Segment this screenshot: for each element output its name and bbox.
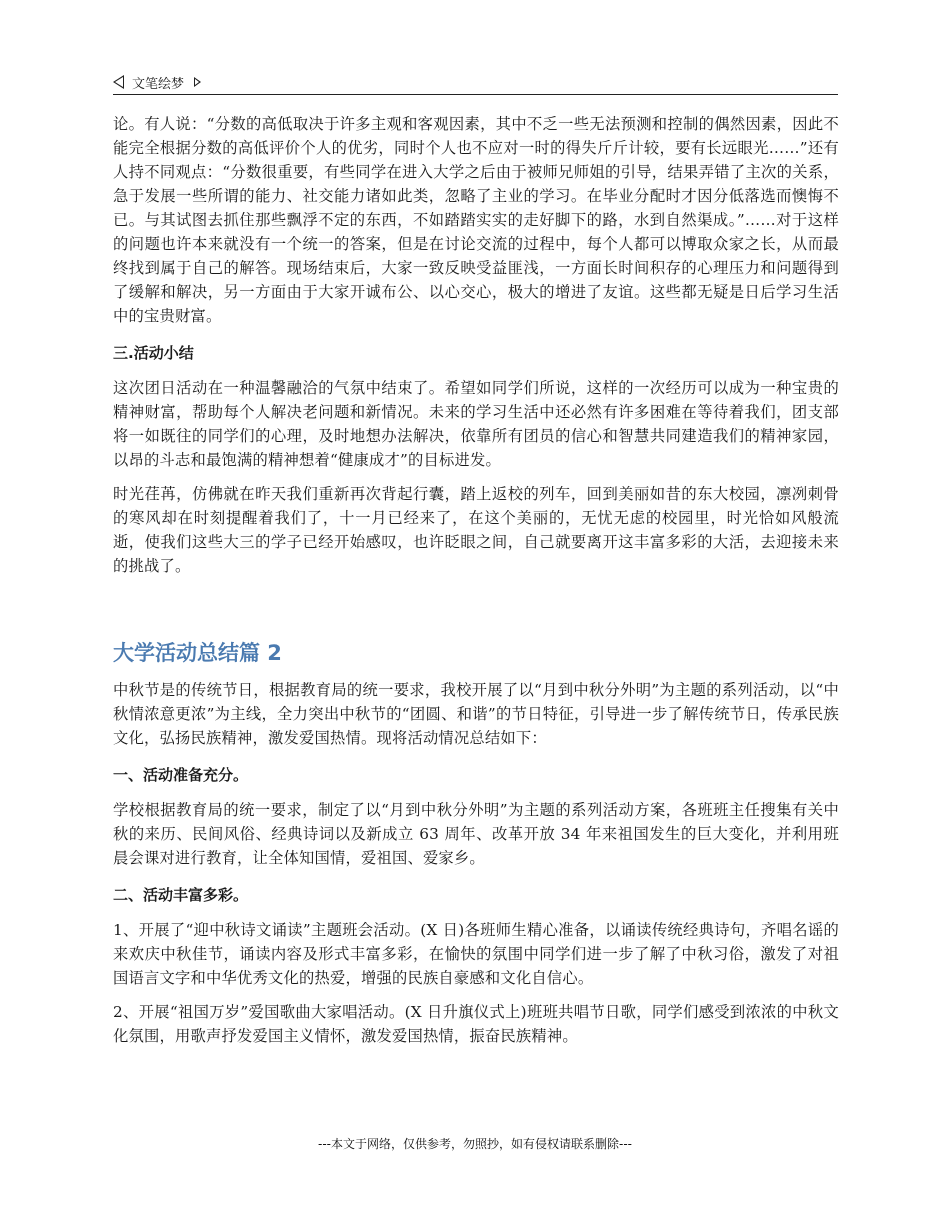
right-triangle-icon [194, 77, 201, 87]
page-header [113, 70, 838, 95]
paragraph-item-2: 2、开展“祖国万岁”爱国歌曲大家唱活动。(X 日升旗仪式上)班班共唱节日歌，同学们感受到浓浓的中秋文化氛围，用歌声抒发爱国主义情怀，激发爱国热情，振奋民族精神。 [113, 1003, 839, 1045]
paragraph-preparation: 学校根据教育局的统一要求，制定了以“月到中秋分外明”为主题的系列活动方案，各班班主任搜集有关中秋的来历、民间风俗、经典诗词以及新成立 63 周年、改革开放 34 年来祖国发生的巨大变化，并利用班晨会课对进行教育，让全体知国情，爱祖国、爱家乡。 [113, 801, 839, 867]
section-title: 大学活动总结篇 2 [113, 641, 282, 665]
footer-disclaimer: ---本文于网络，仅供参考，勿照抄，如有侵权请联系删除--- [318, 1137, 632, 1151]
paragraph-intro: 论。有人说：“分数的高低取决于许多主观和客观因素，其中不乏一些无法预测和控制的偶然因素，因此不能完全根据分数的高低评价个人的优劣，同时个人也不应对一时的得失斤斤计较，要有长远眼光……”还有人持不同观点：“分数很重要，有些同学在进入大学之后由于被师兄师姐的引导，结果弄错了主次的关系，急于发展一些所谓的能力、社交能力诸如此类，忽略了主业的学习。在毕业分配时才因分低落选而懊悔不已。与其试图去抓住那些飘浮不定的东西，不如踏踏实实的走好脚下的路，水到自然渠成。”……对于这样的问题也许本来就没有一个统一的答案，但是在讨论交流的过程中，每个人都可以博取众家之长，从而最终找到属于自己的解答。现场结束后，大家一致反映受益匪浅，一方面长时间积存的心理压力和问题得到了缓解和解决，另一方面由于大家开诚布公、以心交心，极大的增进了友谊。这些都无疑是日后学习生活中的宝贵财富。 [113, 115, 839, 325]
paragraph-summary: 这次团日活动在一种温馨融洽的气氛中结束了。希望如同学们所说，这样的一次经历可以成为一种宝贵的精神财富，帮助每个人解决老问题和新情况。未来的学习生活中还必然有许多困难在等待着我们，团支部将一如既往的同学们的心理，及时地想办法解决，依靠所有团员的信心和智慧共同建造我们的精神家园，以昂的斗志和最饱满的精神想着“健康成才”的目标进发。 [113, 379, 839, 469]
document-body [113, 112, 839, 1058]
header-brand: 文笔绘梦 [132, 76, 185, 92]
heading-rich-activities: 二、活动丰富多彩。 [113, 886, 249, 904]
heading-preparation: 一、活动准备充分。 [113, 766, 249, 784]
paragraph-midautumn-intro: 中秋节是的传统节日，根据教育局的统一要求，我校开展了以“月到中秋分外明”为主题的系列活动，以“中秋情浓意更浓”为主线，全力突出中秋节的“团圆、和谐”的节日特征，引导进一步了解传统节日，传承民族文化，弘扬民族精神，激发爱国热情。现将活动情况总结如下： [113, 681, 839, 747]
heading-activity-summary: 三.活动小结 [113, 344, 194, 362]
paragraph-reflection: 时光荏苒，仿佛就在昨天我们重新再次背起行囊，踏上返校的列车，回到美丽如昔的东大校园，凛冽刺骨的寒风却在时刻提醒着我们了，十一月已经来了，在这个美丽的，无忧无虑的校园里，时光恰如风般流逝，使我们这些大三的学子已经开始感叹，也许眨眼之间，自己就要离开这丰富多彩的大活，去迎接未来的挑战了。 [113, 485, 839, 575]
left-triangle-icon [113, 75, 124, 89]
paragraph-item-1: 1、开展了“迎中秋诗文诵读”主题班会活动。(X 日)各班师生精心准备，以诵读传统经典诗句，齐唱名谣的来欢庆中秋佳节，诵读内容及形式丰富多彩，在愉快的氛围中同学们进一步了解了中秋习俗，激发了对祖国语言文字和中华优秀文化的热爱，增强的民族自豪感和文化自信心。 [113, 921, 839, 987]
